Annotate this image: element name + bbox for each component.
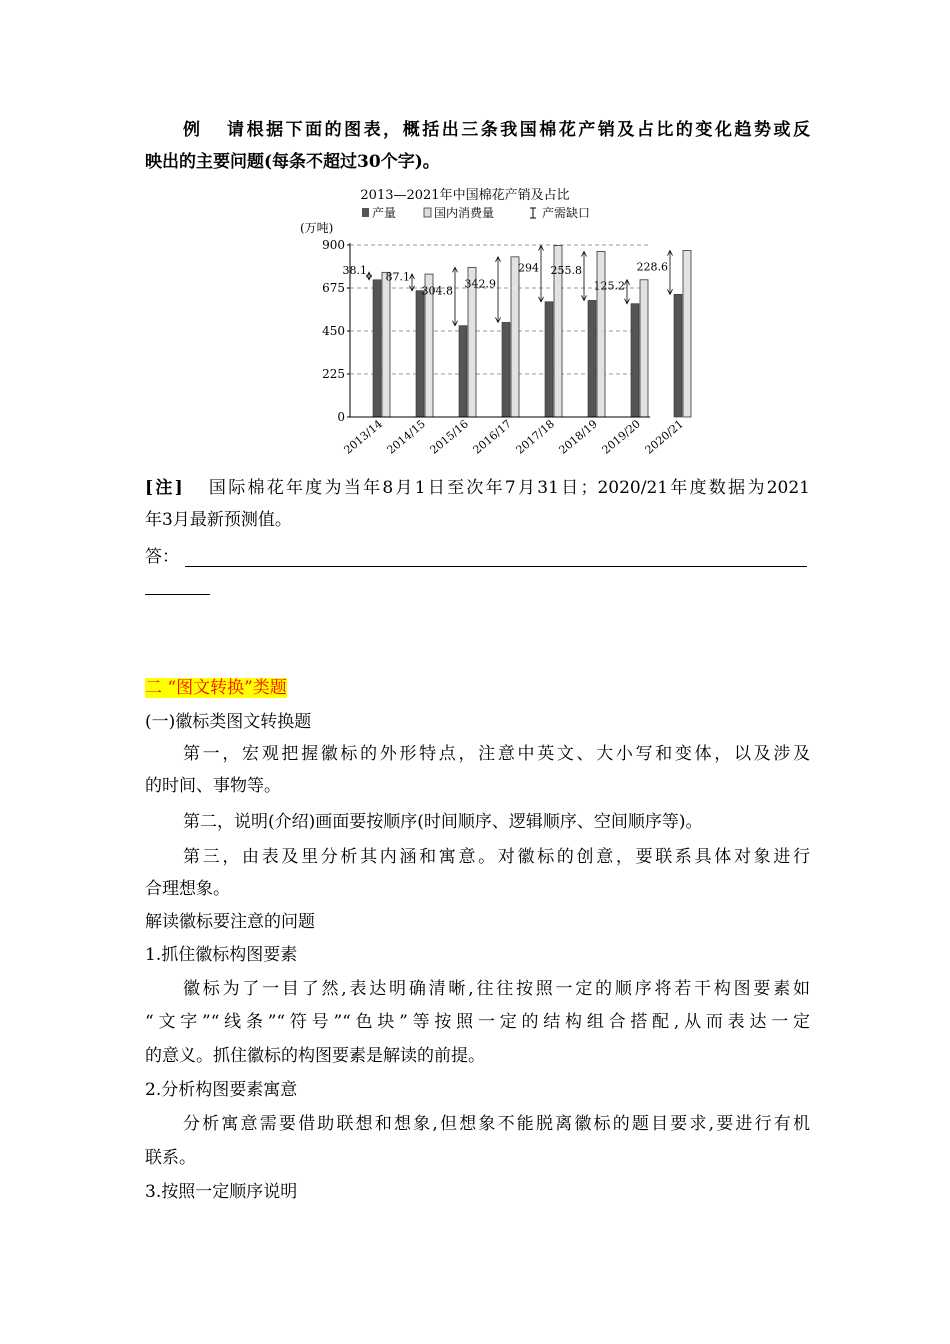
section-heading-row bbox=[145, 676, 810, 700]
legend-label-gap: 产需缺口 bbox=[542, 206, 591, 220]
answer-label: 答： bbox=[145, 547, 179, 567]
legend-swatch-production bbox=[362, 208, 369, 217]
gap-value-label: 294 bbox=[518, 261, 539, 275]
x-tick-label: 2016/17 bbox=[470, 417, 514, 457]
gap-value-label: 255.8 bbox=[550, 263, 582, 277]
chart-legend bbox=[362, 205, 590, 220]
bar-production bbox=[502, 322, 510, 417]
y-tick-label: 900 bbox=[322, 238, 345, 252]
para-2: 第二，说明(介绍)画面要按顺序(时间顺序、逻辑顺序、空间顺序等)。 bbox=[183, 812, 703, 832]
para-1-line-2: 的时间、事物等。 bbox=[145, 776, 281, 796]
item-1-line-1: 徽标为了一目了然,表达明确清晰,往往按照一定的顺序将若干构图要素如 bbox=[183, 979, 810, 999]
gap-value-label: 87.1 bbox=[385, 270, 410, 284]
x-tick-label: 2017/18 bbox=[513, 417, 557, 457]
y-tick-label: 225 bbox=[322, 367, 345, 381]
x-tick-label: 2018/19 bbox=[556, 417, 600, 457]
item-2-line-2: 联系。 bbox=[145, 1148, 196, 1168]
bar-consumption bbox=[511, 257, 519, 417]
item-1-title: 1.抓住徽标构图要素 bbox=[145, 945, 298, 965]
bar-consumption bbox=[382, 272, 390, 417]
legend-gap-icon bbox=[530, 208, 536, 218]
y-tick-label: 0 bbox=[337, 410, 345, 424]
bar-production bbox=[416, 291, 424, 417]
section-heading: 二 “图文转换”类题 bbox=[145, 678, 287, 698]
x-tick-label: 2019/20 bbox=[599, 417, 643, 457]
gap-value-label: 228.6 bbox=[636, 260, 668, 274]
para-1-line-1: 第一，宏观把握徽标的外形特点，注意中英文、大小写和变体，以及涉及 bbox=[183, 744, 810, 764]
note-line-1 bbox=[145, 476, 810, 500]
y-unit-label: (万吨) bbox=[300, 221, 334, 235]
subheading-2: 解读徽标要注意的问题 bbox=[145, 912, 315, 932]
y-tick-label: 450 bbox=[322, 324, 345, 338]
x-tick-label: 2013/14 bbox=[341, 417, 385, 457]
x-tick-label: 2020/21 bbox=[642, 417, 686, 457]
bar-consumption bbox=[683, 251, 691, 417]
item-1-line-2: “文字”“线条”“符号”“色块”等按照一定的结构组合搭配,从而表达一定 bbox=[145, 1012, 810, 1032]
item-3-title: 3.按照一定顺序说明 bbox=[145, 1182, 298, 1202]
bar-production bbox=[588, 300, 596, 417]
item-1-line-3: 的意义。抓住徽标的构图要素是解读的前提。 bbox=[145, 1046, 485, 1066]
bar-production bbox=[631, 304, 639, 417]
question-line-2: 映出的主要问题(每条不超过30个字)。 bbox=[145, 152, 440, 172]
gap-value-label: 304.8 bbox=[421, 284, 453, 298]
bar-production bbox=[545, 302, 553, 417]
gap-value-label: 125.2 bbox=[593, 279, 625, 293]
note-label: [注] bbox=[145, 478, 183, 498]
note-line-2: 年3月最新预测值。 bbox=[145, 510, 292, 530]
answer-line-1[interactable] bbox=[185, 566, 807, 567]
legend-label-consumption: 国内消费量 bbox=[434, 206, 495, 220]
gap-value-label: 38.1 bbox=[342, 264, 367, 278]
question-label: 例 bbox=[183, 120, 203, 140]
bar-production bbox=[674, 294, 682, 417]
bar-production bbox=[459, 326, 467, 417]
subheading-1: (一)徽标类图文转换题 bbox=[145, 712, 312, 732]
question-text: 请根据下面的图表，概括出三条我国棉花产销及占比的变化趋势或反 bbox=[224, 120, 811, 140]
gap-value-label: 342.9 bbox=[464, 277, 496, 291]
bar-consumption bbox=[597, 251, 605, 417]
para-3-line-2: 合理想象。 bbox=[145, 879, 230, 899]
note-text: 国际棉花年度为当年8月1日至次年7月31日；2020/21年度数据为2021 bbox=[206, 478, 810, 498]
x-tick-label: 2014/15 bbox=[384, 417, 428, 457]
legend-swatch-consumption bbox=[424, 208, 431, 217]
bar-production bbox=[373, 280, 381, 417]
answer-line-2[interactable] bbox=[145, 594, 210, 595]
y-tick-label: 675 bbox=[322, 281, 345, 295]
chart-title: 2013—2021年中国棉花产销及占比 bbox=[360, 188, 570, 203]
bar-consumption bbox=[640, 280, 648, 417]
x-tick-label: 2015/16 bbox=[427, 417, 471, 457]
legend-label-production: 产量 bbox=[372, 206, 397, 220]
question-line-1 bbox=[183, 118, 810, 142]
cotton-chart bbox=[300, 184, 686, 464]
x-axis-labels bbox=[342, 417, 686, 456]
item-2-line-1: 分析寓意需要借助联想和想象,但想象不能脱离徽标的题目要求,要进行有机 bbox=[183, 1114, 810, 1134]
para-3-line-1: 第三，由表及里分析其内涵和寓意。对徽标的创意，要联系具体对象进行 bbox=[183, 847, 810, 867]
item-2-title: 2.分析构图要素寓意 bbox=[145, 1080, 298, 1100]
